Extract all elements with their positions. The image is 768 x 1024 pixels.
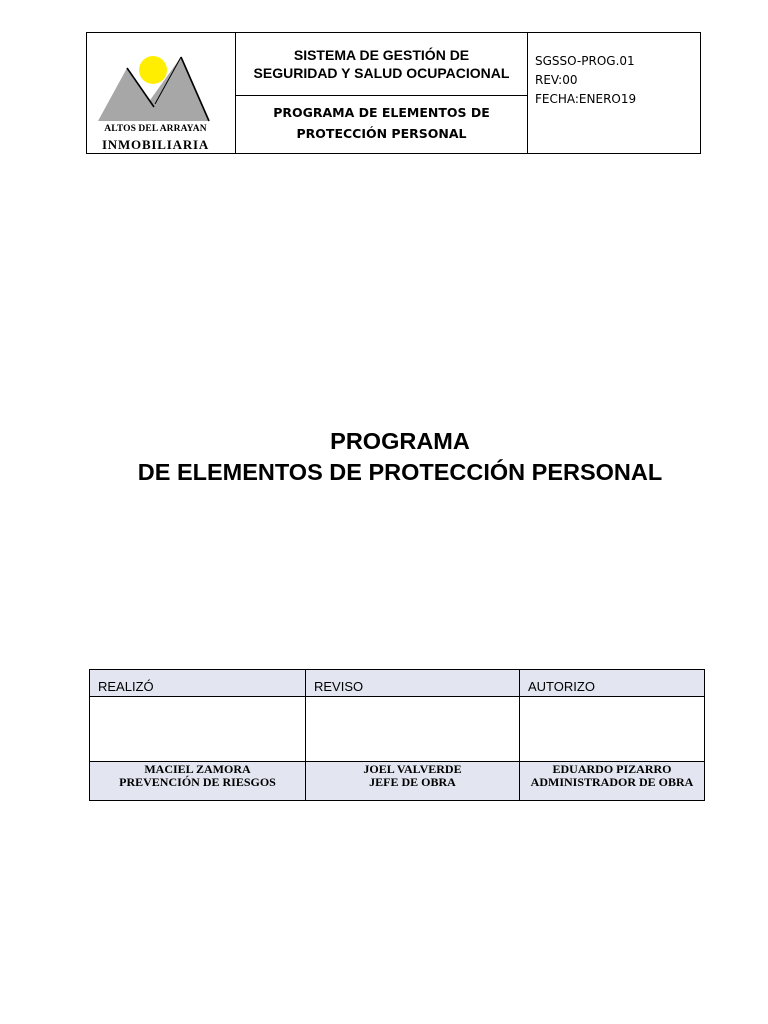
realizo-name: MACIEL ZAMORA (144, 762, 251, 776)
reviso-role: JEFE DE OBRA (369, 774, 456, 789)
signatures-table (89, 669, 705, 801)
autorizo-role: ADMINISTRADOR DE OBRA (530, 774, 694, 789)
autorizo-header: AUTORIZO (520, 670, 705, 697)
document-header (86, 32, 701, 154)
reviso-header: REVISO (306, 670, 520, 697)
company-name: ALTOS DEL ARRAYAN (104, 124, 207, 134)
system-title (236, 33, 527, 96)
page-title-line1: PROGRAMA (330, 428, 470, 454)
signatures-header-row (90, 670, 705, 697)
reviso-signer (306, 762, 520, 801)
document-date: FECHA:ENERO19 (535, 92, 637, 106)
signatures-names-row (90, 762, 705, 801)
document-control-cell (528, 33, 700, 153)
company-logo (87, 33, 236, 153)
autorizo-signer (520, 762, 705, 801)
page-title-line2: DE ELEMENTOS DE PROTECCIÓN PERSONAL (137, 459, 663, 485)
company-type: INMOBILIARIA (101, 137, 210, 152)
program-title-line1: PROGRAMA DE ELEMENTOS DE (273, 105, 490, 120)
reviso-signature-box (306, 697, 520, 762)
logo-underline (95, 153, 217, 154)
realizo-role: PREVENCIÓN DE RIESGOS (119, 774, 276, 789)
header-title-cell (236, 33, 528, 153)
document-revision: REV:00 (535, 73, 578, 87)
realizo-signer (90, 762, 306, 801)
autorizo-name: EDUARDO PIZARRO (552, 762, 672, 776)
system-title-line2: SEGURIDAD Y SALUD OCUPACIONAL (253, 65, 510, 81)
page-title (0, 426, 768, 488)
program-title-line2: PROTECCIÓN PERSONAL (296, 126, 467, 141)
realizo-header: REALIZÓ (90, 670, 306, 697)
document-code: SGSSO-PROG.01 (535, 54, 635, 68)
reviso-name: JOEL VALVERDE (363, 762, 462, 776)
signature-space-row (90, 697, 705, 762)
mountain-sun-logo-icon (97, 41, 215, 123)
program-title (236, 96, 527, 153)
autorizo-signature-box (520, 697, 705, 762)
realizo-signature-box (90, 697, 306, 762)
system-title-line1: SISTEMA DE GESTIÓN DE (293, 47, 470, 63)
